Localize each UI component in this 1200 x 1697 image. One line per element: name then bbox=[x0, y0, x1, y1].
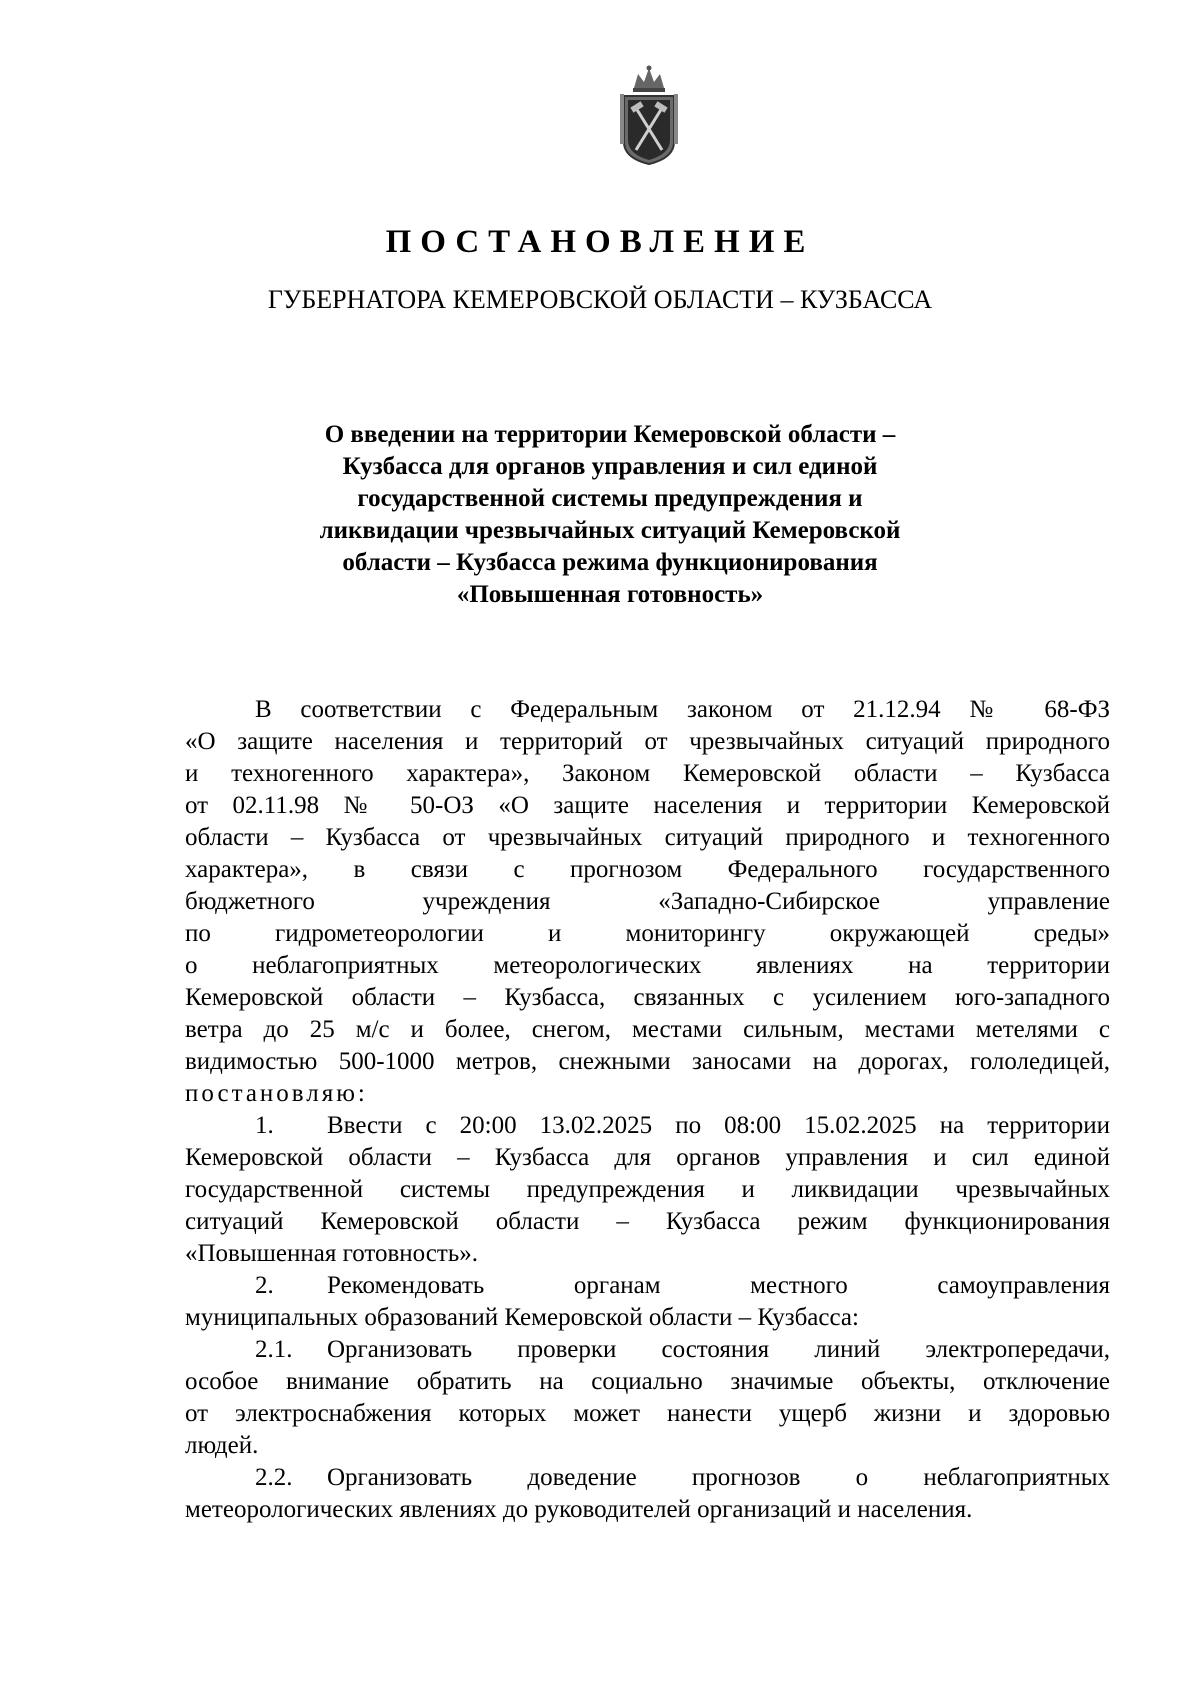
item-first-line bbox=[185, 1270, 1110, 1302]
item-first-line bbox=[185, 1334, 1110, 1366]
document-subject bbox=[300, 419, 920, 611]
document-body bbox=[185, 694, 1110, 1526]
item-number: 1. bbox=[255, 1112, 274, 1139]
item-line: ситуаций Кемеровской области – Кузбасса режим функционирования bbox=[185, 1208, 1110, 1235]
item-last-line: метеорологических явлениях до руководителей организаций и населения. bbox=[185, 1496, 973, 1523]
subject-line: «Повышенная готовность» bbox=[456, 581, 764, 608]
preamble-line: по гидрометеорологии и мониторингу окружающей среды» bbox=[185, 920, 1110, 947]
preamble-line: о неблагоприятных метеорологических явлениях на территории bbox=[185, 952, 1110, 979]
preamble-line: характера», в связи с прогнозом Федерального государственного bbox=[185, 856, 1110, 883]
subject-line: государственной системы предупреждения и bbox=[357, 485, 863, 512]
item-first-line bbox=[185, 1462, 1110, 1494]
document-title: ПОСТАНОВЛЕНИЕ bbox=[385, 224, 815, 260]
decree-item bbox=[185, 1462, 1110, 1526]
item-number: 2. bbox=[255, 1272, 274, 1299]
item-last-line: «Повышенная готовность». bbox=[185, 1240, 478, 1267]
item-line: Кемеровской области – Кузбасса для органов управления и сил единой bbox=[185, 1144, 1110, 1171]
item-number: 2.2. bbox=[255, 1464, 293, 1491]
decree-item bbox=[185, 1334, 1110, 1462]
preamble-line: видимостью 500-1000 метров, снежными заносами на дорогах, гололедицей, bbox=[185, 1048, 1110, 1075]
item-first-line bbox=[185, 1110, 1110, 1142]
preamble bbox=[185, 694, 1110, 1110]
subject-line: ликвидации чрезвычайных ситуаций Кемеровской bbox=[319, 517, 901, 544]
preamble-line: Кемеровской области – Кузбасса, связанных с усилением юго-западного bbox=[185, 984, 1110, 1011]
issuing-authority: ГУБЕРНАТОРА КЕМЕРОВСКОЙ ОБЛАСТИ – КУЗБАССА bbox=[267, 285, 933, 314]
item-number: 2.1. bbox=[255, 1336, 293, 1363]
decree-item bbox=[185, 1110, 1110, 1270]
item-text: Организовать доведение прогнозов о неблагоприятных bbox=[327, 1464, 1110, 1491]
item-line: государственной системы предупреждения и ликвидации чрезвычайных bbox=[185, 1176, 1110, 1203]
subject-line: О введении на территории Кемеровской области – bbox=[324, 421, 896, 448]
preamble-line: области – Кузбасса от чрезвычайных ситуаций природного и техногенного bbox=[185, 824, 1110, 851]
item-last-line: людей. bbox=[185, 1432, 259, 1459]
preamble-line: бюджетного учреждения «Западно-Сибирское управление bbox=[185, 888, 1110, 915]
preamble-line: ветра до 25 м/с и более, снегом, местами сильным, местами метелями с bbox=[185, 1016, 1110, 1043]
item-line: особое внимание обратить на социально значимые объекты, отключение bbox=[185, 1368, 1110, 1395]
item-last-line: муниципальных образований Кемеровской области – Кузбасса: bbox=[185, 1304, 859, 1331]
coat-of-arms-icon bbox=[616, 64, 682, 168]
preamble-line: и техногенного характера», Законом Кемеровской области – Кузбасса bbox=[185, 760, 1110, 787]
item-text: Ввести с 20:00 13.02.2025 по 08:00 15.02.2025 на территории bbox=[327, 1112, 1110, 1139]
decree-word: постановляю: bbox=[185, 1080, 368, 1107]
subject-line: области – Кузбасса режима функционирования bbox=[342, 549, 878, 576]
decree-item bbox=[185, 1270, 1110, 1334]
preamble-line: от 02.11.98 № 50-ОЗ «О защите населения и территории Кемеровской bbox=[185, 792, 1110, 819]
item-line: от электроснабжения которых может нанести ущерб жизни и здоровью bbox=[185, 1400, 1110, 1427]
preamble-line: В соответствии с Федеральным законом от 21.12.94 № 68-ФЗ bbox=[255, 696, 1110, 723]
item-text: Рекомендовать органам местного самоуправления bbox=[327, 1272, 1110, 1299]
preamble-line: «О защите населения и территорий от чрезвычайных ситуаций природного bbox=[185, 728, 1110, 755]
item-text: Организовать проверки состояния линий электропередачи, bbox=[327, 1336, 1110, 1363]
subject-line: Кузбасса для органов управления и сил единой bbox=[342, 453, 878, 480]
